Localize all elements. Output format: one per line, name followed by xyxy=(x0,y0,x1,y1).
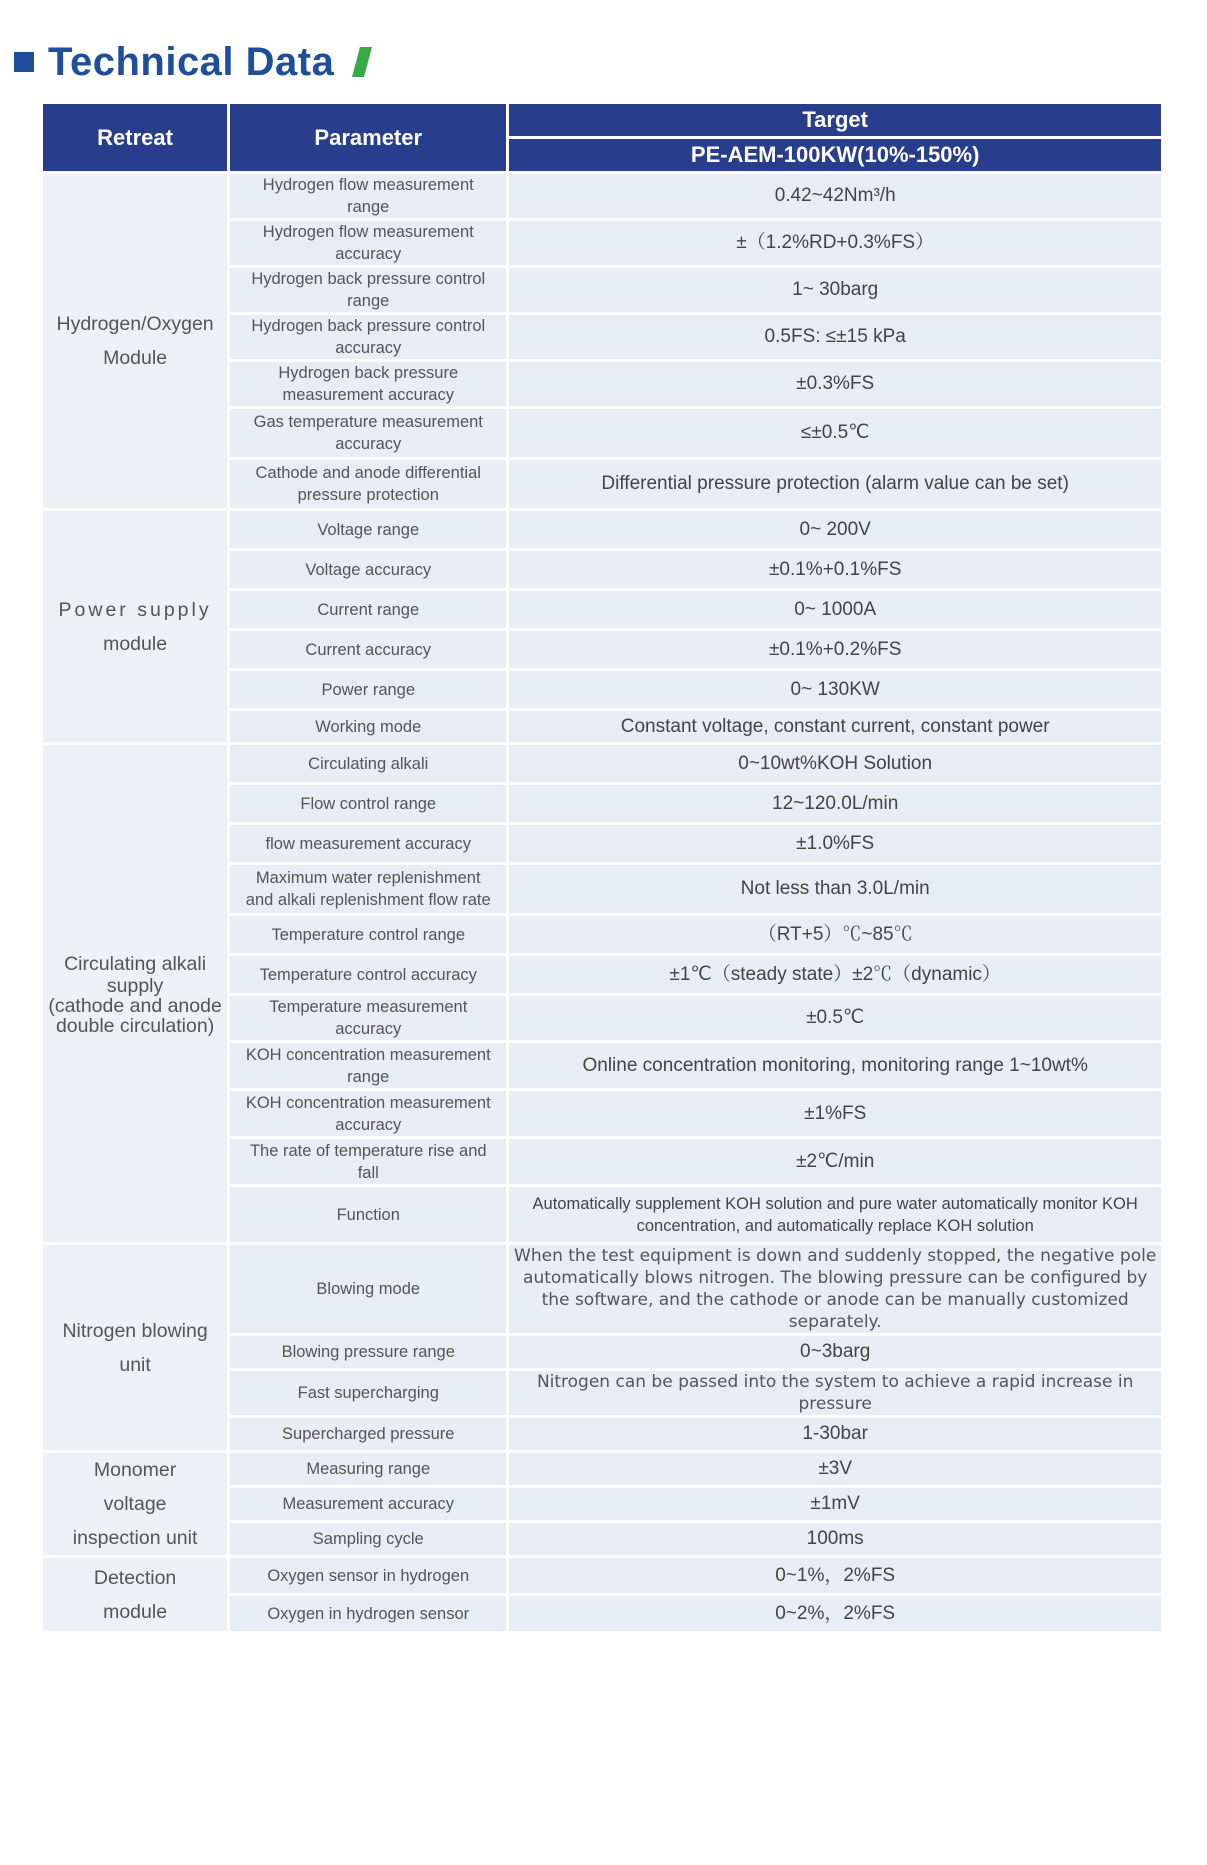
category-cell xyxy=(43,1453,227,1555)
value-cell: When the test equipment is down and suddenly stopped, the negative pole automatically blows nitrogen. The blowing pressure can be configured by the software, and the cathode or anode can be manually customized separately. xyxy=(509,1245,1161,1333)
green-slash-icon xyxy=(352,47,372,77)
parameter-cell: Measurement accuracy xyxy=(230,1488,506,1520)
category-cell xyxy=(43,745,227,1242)
parameter-cell: Maximum water replenishment and alkali replenishment flow rate xyxy=(230,865,506,913)
value-cell: 0~ 130KW xyxy=(509,671,1161,708)
parameter-cell: Circulating alkali xyxy=(230,745,506,782)
header-target: Target xyxy=(509,104,1161,136)
category-line: (cathode and anode xyxy=(48,994,222,1017)
parameter-cell: Flow control range xyxy=(230,785,506,822)
value-cell: Nitrogen can be passed into the system to achieve a rapid increase in pressure xyxy=(509,1371,1161,1415)
parameter-cell: Oxygen sensor in hydrogen xyxy=(230,1558,506,1593)
parameter-cell: Temperature control accuracy xyxy=(230,956,506,993)
parameter-cell: KOH concentration measurement range xyxy=(230,1043,506,1088)
value-cell: 0~3barg xyxy=(509,1336,1161,1368)
category-line: Detection xyxy=(93,1566,177,1589)
value-cell: Constant voltage, constant current, constant power xyxy=(509,711,1161,742)
table-row xyxy=(43,1245,1161,1333)
technical-data-table xyxy=(40,101,1164,1634)
parameter-cell: Voltage accuracy xyxy=(230,551,506,588)
parameter-cell: Hydrogen back pressure measurement accuracy xyxy=(230,362,506,406)
parameter-cell: Hydrogen back pressure control accuracy xyxy=(230,315,506,359)
category-line: inspection unit xyxy=(72,1527,198,1549)
parameter-cell: Power range xyxy=(230,671,506,708)
value-cell: Online concentration monitoring, monitoring range 1~10wt% xyxy=(509,1043,1161,1088)
table-row xyxy=(43,1558,1161,1593)
value-cell: ±1.0%FS xyxy=(509,825,1161,862)
parameter-cell: Hydrogen flow measurement range xyxy=(230,174,506,218)
category-cell xyxy=(43,1558,227,1631)
page-title: Technical Data xyxy=(48,39,335,84)
value-cell: ±0.5℃ xyxy=(509,996,1161,1040)
value-cell: Differential pressure protection (alarm value can be set) xyxy=(509,460,1161,508)
header-parameter: Parameter xyxy=(230,104,506,171)
parameter-cell: Gas temperature measurement accuracy xyxy=(230,409,506,457)
parameter-cell: Blowing pressure range xyxy=(230,1336,506,1368)
parameter-cell: Measuring range xyxy=(230,1453,506,1485)
value-cell: 0~1%，2%FS xyxy=(509,1558,1161,1593)
category-line: voltage xyxy=(103,1493,167,1515)
parameter-cell: Temperature control range xyxy=(230,916,506,953)
title-square-icon xyxy=(14,52,34,72)
category-cell xyxy=(43,1245,227,1450)
value-cell: 1~ 30barg xyxy=(509,268,1161,312)
value-cell: ±1℃（steady state）±2℃（dynamic） xyxy=(509,956,1161,993)
value-cell: ±1%FS xyxy=(509,1091,1161,1136)
parameter-cell: Blowing mode xyxy=(230,1245,506,1333)
category-line: module xyxy=(103,1600,168,1623)
parameter-cell: Supercharged pressure xyxy=(230,1418,506,1450)
value-cell: ±1mV xyxy=(509,1488,1161,1520)
category-line: module xyxy=(103,632,168,655)
value-cell: 0~ 1000A xyxy=(509,591,1161,628)
value-cell: 0~2%，2%FS xyxy=(509,1596,1161,1631)
header-retreat: Retreat xyxy=(43,104,227,171)
category-line: Hydrogen/Oxygen xyxy=(56,313,214,335)
parameter-cell: Working mode xyxy=(230,711,506,742)
value-cell: （RT+5）℃~85℃ xyxy=(509,916,1161,953)
parameter-cell: Hydrogen flow measurement accuracy xyxy=(230,221,506,265)
parameter-cell: Current accuracy xyxy=(230,631,506,668)
value-cell: 0.42~42Nm³/h xyxy=(509,174,1161,218)
category-line: double circulation) xyxy=(55,1014,215,1037)
value-cell: 0~10wt%KOH Solution xyxy=(509,745,1161,782)
category-line: unit xyxy=(119,1353,151,1376)
value-cell: 100ms xyxy=(509,1523,1161,1555)
value-cell: 0~ 200V xyxy=(509,511,1161,548)
table-row xyxy=(43,1453,1161,1485)
parameter-cell: Oxygen in hydrogen sensor xyxy=(230,1596,506,1631)
category-line: Power supply xyxy=(58,598,212,621)
category-line: supply xyxy=(106,974,164,997)
category-line: Module xyxy=(103,347,168,369)
value-cell: ±（1.2%RD+0.3%FS） xyxy=(509,221,1161,265)
table-row xyxy=(43,745,1161,782)
parameter-cell: The rate of temperature rise and fall xyxy=(230,1139,506,1184)
value-cell: 12~120.0L/min xyxy=(509,785,1161,822)
value-cell: 0.5FS: ≤±15 kPa xyxy=(509,315,1161,359)
parameter-cell: Temperature measurement accuracy xyxy=(230,996,506,1040)
parameter-cell: Function xyxy=(230,1187,506,1242)
table-body xyxy=(43,174,1161,1631)
parameter-cell: Sampling cycle xyxy=(230,1523,506,1555)
value-cell: 1-30bar xyxy=(509,1418,1161,1450)
page-header xyxy=(14,36,368,88)
parameter-cell: Hydrogen back pressure control range xyxy=(230,268,506,312)
value-cell: ±3V xyxy=(509,1453,1161,1485)
parameter-cell: flow measurement accuracy xyxy=(230,825,506,862)
value-cell: Automatically supplement KOH solution and pure water automatically monitor KOH concentration, and automatically replace KOH solution xyxy=(509,1187,1161,1242)
category-line: Circulating alkali xyxy=(64,952,207,975)
table-row xyxy=(43,511,1161,548)
parameter-cell: Current range xyxy=(230,591,506,628)
value-cell: ±0.1%+0.1%FS xyxy=(509,551,1161,588)
value-cell: ±0.3%FS xyxy=(509,362,1161,406)
table-row xyxy=(43,174,1161,218)
category-cell xyxy=(43,174,227,508)
parameter-cell: Voltage range xyxy=(230,511,506,548)
parameter-cell: Fast supercharging xyxy=(230,1371,506,1415)
category-line: Monomer xyxy=(93,1459,177,1481)
header-model: PE-AEM-100KW(10%-150%) xyxy=(509,139,1161,171)
category-cell xyxy=(43,511,227,742)
value-cell: Not less than 3.0L/min xyxy=(509,865,1161,913)
parameter-cell: Cathode and anode differential pressure protection xyxy=(230,460,506,508)
category-line: Nitrogen blowing xyxy=(62,1319,208,1342)
value-cell: ±0.1%+0.2%FS xyxy=(509,631,1161,668)
value-cell: ≤±0.5℃ xyxy=(509,409,1161,457)
parameter-cell: KOH concentration measurement accuracy xyxy=(230,1091,506,1136)
value-cell: ±2℃/min xyxy=(509,1139,1161,1184)
